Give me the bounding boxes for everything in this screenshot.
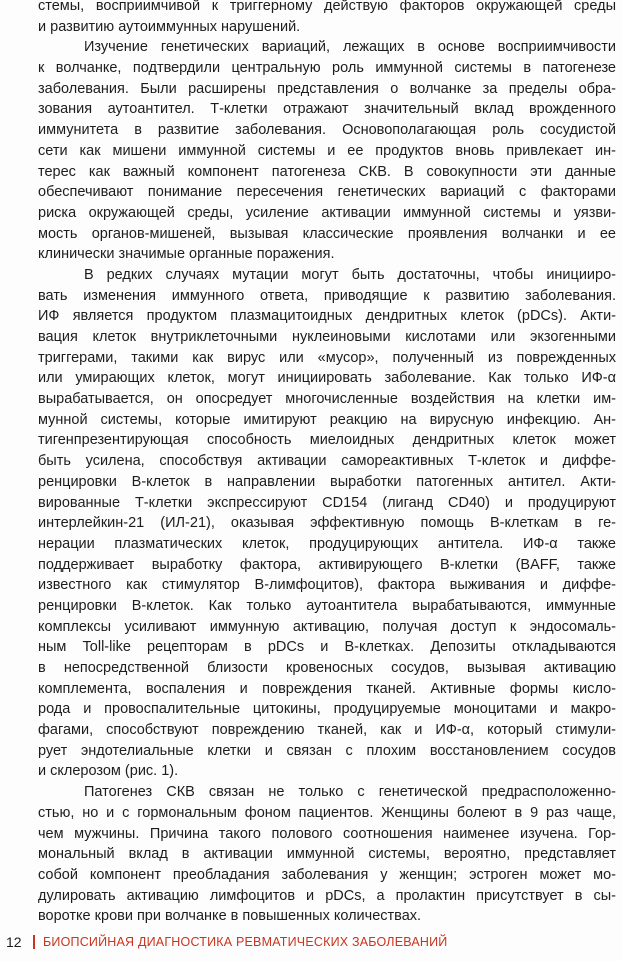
- text-line: сети как мишени иммунной системы и ее продуктов вновь привлекает ин-: [38, 142, 616, 159]
- text-line: комплексы усиливают иммунную активацию, получая доступ к эндосомаль-: [38, 618, 616, 635]
- text-line: терес как важный компонент патогенеза СКВ. В совокупности эти данные: [38, 163, 616, 180]
- text-line: стью, но и с гормональным фоном пациентов. Женщины болеют в 9 раз чаще,: [38, 804, 616, 821]
- text-line: известного как стимулятор В-лимфоцитов), фактора выживания и диффе-: [38, 577, 616, 594]
- text-line: ИФ является продуктом плазмацитоидных дендритных клеток (pDCs). Акти-: [38, 308, 616, 325]
- running-head: БИОПСИЙНАЯ ДИАГНОСТИКА РЕВМАТИЧЕСКИХ ЗАБОЛЕВАНИЙ: [43, 935, 448, 949]
- text-line: вырабатывается, он опосредует многочисленные воздействия на клетки им-: [38, 391, 616, 408]
- body-text: [38, 0, 616, 927]
- text-line: стемы, восприимчивой к триггерному действую факторов окружающей среды: [38, 0, 616, 14]
- text-line: поддерживает выработку фактора, активирующего В-клетки (BAFF, также: [38, 556, 616, 573]
- text-line: и развитию аутоиммунных нарушений.: [38, 18, 301, 35]
- text-line: Изучение генетических вариаций, лежащих в основе восприимчивости: [84, 39, 616, 56]
- footer-divider: [33, 935, 35, 949]
- text-line: вация клеток внутриклеточными нуклеиновыми кислотами или экзогенными: [38, 329, 616, 345]
- text-line: собой компонент преобладания заболевания у женщин; эстроген может мо-: [38, 866, 616, 883]
- text-line: вированные Т-клетки экспрессируют CD154 (лиганд CD40) и продуцируют: [38, 494, 616, 511]
- text-line: триггерами, такими как вирус или «мусор», полученный из поврежденных: [38, 349, 616, 366]
- text-line: фагами, способствуют повреждению тканей, как и ИФ-α, который стимули-: [38, 722, 616, 739]
- text-line: чем мужчины. Причина такого полового соотношения наименее изучена. Гор-: [38, 825, 616, 842]
- text-line: рует эндотелиальные клетки и связан с плохим восстановлением сосудов: [38, 742, 616, 759]
- paragraph-genetic-variations: [38, 37, 616, 265]
- paragraph-continuation: [38, 0, 616, 37]
- text-line: ренцировки В-клеток. Как только аутоантитела вырабатываются, иммунные: [38, 597, 616, 614]
- text-line: вать изменения иммунного ответа, приводящие к развитию заболевания.: [38, 287, 616, 304]
- text-line: ным Toll-like рецепторам в pDCs и В-клетках. Депозиты откладываются: [38, 639, 616, 656]
- text-line: риска окружающей среды, усиление активации иммунной системы и уязви-: [38, 204, 616, 221]
- text-line: иммунитета в развитие заболевания. Основополагающая роль сосудистой: [38, 122, 616, 139]
- text-line: в непосредственной близости кровеносных сосудов, вызывая активацию: [38, 660, 616, 676]
- text-line: мость органов-мишеней, вызывая классические проявления волчанки и ее: [38, 225, 616, 242]
- paragraph-mutations: [38, 265, 616, 782]
- text-line: дулировать активацию лимфоцитов и pDCs, а пролактин присутствует в сы-: [38, 887, 616, 904]
- text-line: быть усилена, способствуя активации самореактивных Т-клеток и диффе-: [38, 453, 616, 470]
- text-line: рода и провоспалительные цитокины, продуцируемые моноцитами и макро-: [38, 701, 616, 718]
- text-line: Патогенез СКВ связан не только с генетической предрасположенно-: [84, 784, 616, 801]
- text-line: клинически значимые органные поражения.: [38, 246, 335, 263]
- text-line: В редких случаях мутации могут быть достаточны, чтобы инициирo-: [84, 266, 616, 283]
- text-line: комплемента, воспаления и повреждения тканей. Активные формы кисло-: [38, 680, 616, 697]
- text-line: нерации плазматических клеток, продуцирующих антитела. ИФ-α также: [38, 535, 616, 552]
- text-line: и склерозом (рис. 1).: [38, 763, 179, 780]
- text-line: воротке крови при волчанке в повышенных количествах.: [38, 908, 422, 925]
- page-footer: [0, 930, 622, 954]
- text-line: зования аутоантител. Т-клетки отражают значительный вклад врожденного: [38, 101, 616, 118]
- paragraph-hormonal: [38, 782, 616, 927]
- text-line: заболевания. Были расширены представления о волчанке за пределы обра-: [38, 80, 616, 97]
- text-line: интерлейкин-21 (ИЛ-21), оказывая эффективную помощь В-клеткам в ге-: [38, 515, 616, 532]
- text-line: тигенпрезентирующая способность миелоидных дендритных клеток может: [38, 432, 616, 449]
- text-line: мунной системы, которые имитируют реакцию на вирусную инфекцию. Ан-: [38, 411, 616, 428]
- text-line: к волчанке, подтвердили центральную роль иммунной системы в патогенезе: [38, 60, 616, 77]
- text-line: обеспечивают понимание пересечения генетических вариаций с факторами: [38, 184, 616, 201]
- page-number: 12: [6, 934, 22, 950]
- text-line: мональный вклад в активации иммунной системы, вероятно, представляет: [38, 846, 616, 863]
- text-line: или умирающих клеток, могут инициировать заболевание. Как только ИФ-α: [38, 370, 616, 387]
- text-line: ренцировки В-клеток в направлении выработки патогенных антител. Акти-: [38, 473, 616, 490]
